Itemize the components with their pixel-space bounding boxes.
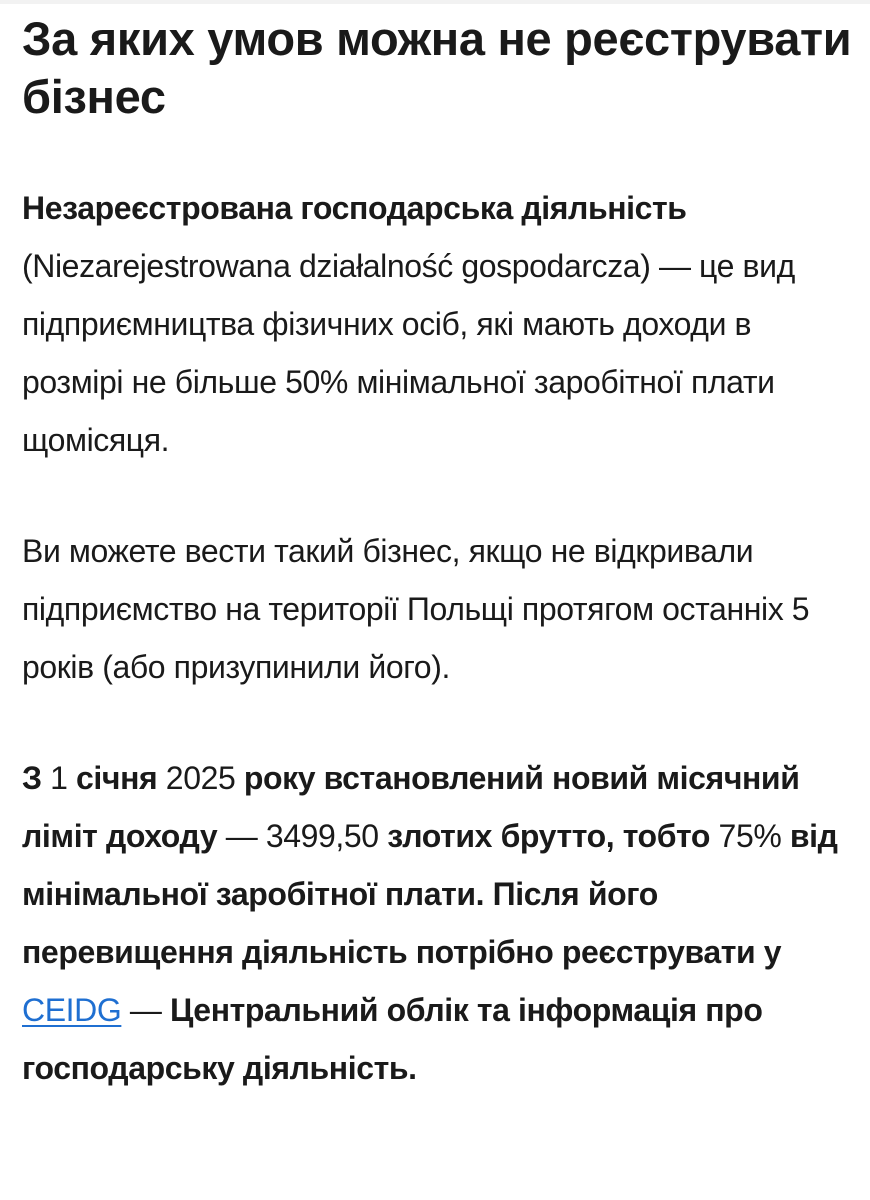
paragraph-text: (Niezarejestrowana działalność gospodarcza) — це вид підприємництва фізичних осіб, які мають доходи в розмірі не більше 50% мінімальної заробітної плати щомісяця.: [22, 248, 795, 458]
paragraph-eligibility: Ви можете вести такий бізнес, якщо не відкривали підприємство на території Польщі протягом останніх 5 років (або призупинили його).: [22, 533, 810, 685]
paragraph-income-limit: [22, 749, 857, 1097]
number-part: — 3499,50: [225, 818, 379, 854]
text-part: З: [22, 760, 51, 796]
number-part: 2025: [165, 760, 236, 796]
top-edge-strip: [0, 0, 870, 4]
text-part: злотих брутто, тобто: [378, 818, 719, 854]
number-part: 1: [50, 760, 68, 796]
text-part: Центральний облік та інформація про господарську діяльність.: [22, 992, 763, 1086]
section-heading: За яких умов можна не реєструвати бізнес: [22, 12, 852, 123]
paragraph-bold-lead: Незареєстрована господарська діяльність: [22, 190, 687, 226]
text-part: січня: [67, 760, 166, 796]
ceidg-link[interactable]: CEIDG: [22, 992, 122, 1028]
number-part: 75%: [718, 818, 782, 854]
paragraph-unregistered-activity: [22, 179, 857, 469]
article-section: [22, 10, 857, 1097]
text-part: від мінімальної заробітної плати. Після його перевищення діяльність потрібно реєструвати у: [22, 818, 838, 970]
text-part: року встановлений новий місячний ліміт доходу: [22, 760, 800, 854]
dash-part: —: [121, 992, 162, 1028]
